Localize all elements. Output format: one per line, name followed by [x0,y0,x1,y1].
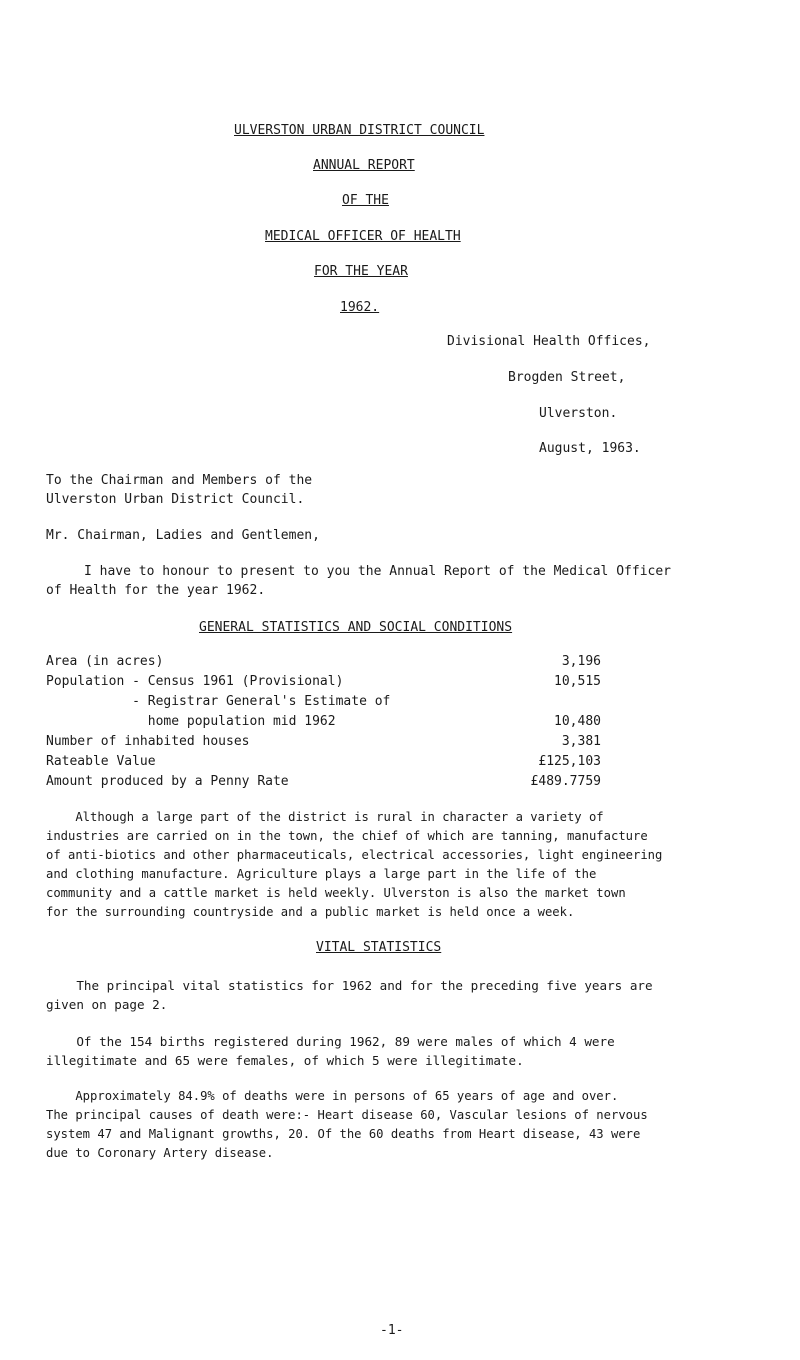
paragraph-line: The principal causes of death were:- Heart disease 60, Vascular lesions of nervous [46,1108,648,1122]
stat-value: £489.7759 [530,774,601,789]
paragraph-line: due to Coronary Artery disease. [46,1146,274,1160]
address-line-1: Divisional Health Offices, [447,334,651,349]
district-description [46,808,766,922]
address-line-2: Brogden Street, [508,370,626,385]
stat-value: 10,480 [554,714,601,729]
stat-label: Number of inhabited houses [46,734,250,749]
paragraph-line: Although a large part of the district is rural in character a variety of [46,810,604,824]
stat-row [46,674,601,694]
stat-row [46,654,601,674]
vital-statistics-heading: VITAL STATISTICS [316,940,442,955]
stat-row [46,754,601,774]
stat-value: 10,515 [554,674,601,689]
stat-row [46,694,601,714]
intro-line-1: I have to honour to present to you the Annual Report of the Medical Officer [84,564,671,579]
paragraph-line: of anti-biotics and other pharmaceuticals, electrical accessories, light engineering [46,848,663,862]
paragraph-line: industries are carried on in the town, the chief of which are tanning, manufacture [46,829,648,843]
page-number: -1- [380,1323,404,1338]
addressee-line-1: To the Chairman and Members of the [46,473,313,488]
report-date: August, 1963. [539,441,641,456]
for-year: FOR THE YEAR [314,264,408,279]
stat-label: Area (in acres) [46,654,164,669]
council-title: ULVERSTON URBAN DISTRICT COUNCIL [234,123,485,138]
stat-value: 3,381 [561,734,601,749]
stat-label: home population mid 1962 [46,714,336,729]
stat-label: Population - Census 1961 (Provisional) [46,674,344,689]
report-of: OF THE [342,193,389,208]
general-statistics-heading: GENERAL STATISTICS AND SOCIAL CONDITIONS [199,620,513,635]
paragraph-line: Approximately 84.9% of deaths were in persons of 65 years of age and over. [46,1089,619,1103]
vital-paragraph-1 [46,976,766,1014]
stat-row [46,734,601,754]
report-title: ANNUAL REPORT [313,158,415,173]
paragraph-line: and clothing manufacture. Agriculture plays a large part in the life of the [46,867,597,881]
stat-label: Rateable Value [46,754,156,769]
report-year: 1962. [340,300,380,315]
paragraph-line: The principal vital statistics for 1962 and for the preceding five years are [46,978,653,993]
officer-title: MEDICAL OFFICER OF HEALTH [265,229,461,244]
intro-line-2: of Health for the year 1962. [46,583,266,598]
paragraph-line: given on page 2. [46,997,168,1012]
vital-paragraph-3 [46,1087,766,1163]
paragraph-line: Of the 154 births registered during 1962, 89 were males of which 4 were [46,1034,615,1049]
stat-value: £125,103 [538,754,601,769]
addressee-line-2: Ulverston Urban District Council. [46,492,305,507]
vital-paragraph-2 [46,1032,766,1070]
address-line-3: Ulverston. [539,406,618,421]
paragraph-line: community and a cattle market is held weekly. Ulverston is also the market town [46,886,626,900]
greeting: Mr. Chairman, Ladies and Gentlemen, [46,528,320,543]
paragraph-line: system 47 and Malignant growths, 20. Of the 60 deaths from Heart disease, 43 were [46,1127,641,1141]
stat-value: 3,196 [561,654,601,669]
stat-row [46,774,601,794]
paragraph-line: for the surrounding countryside and a public market is held once a week. [46,905,575,919]
paragraph-line: illegitimate and 65 were females, of which 5 were illegitimate. [46,1053,524,1068]
stat-label: - Registrar General's Estimate of [46,694,391,709]
stat-label: Amount produced by a Penny Rate [46,774,289,789]
stat-row [46,714,601,734]
